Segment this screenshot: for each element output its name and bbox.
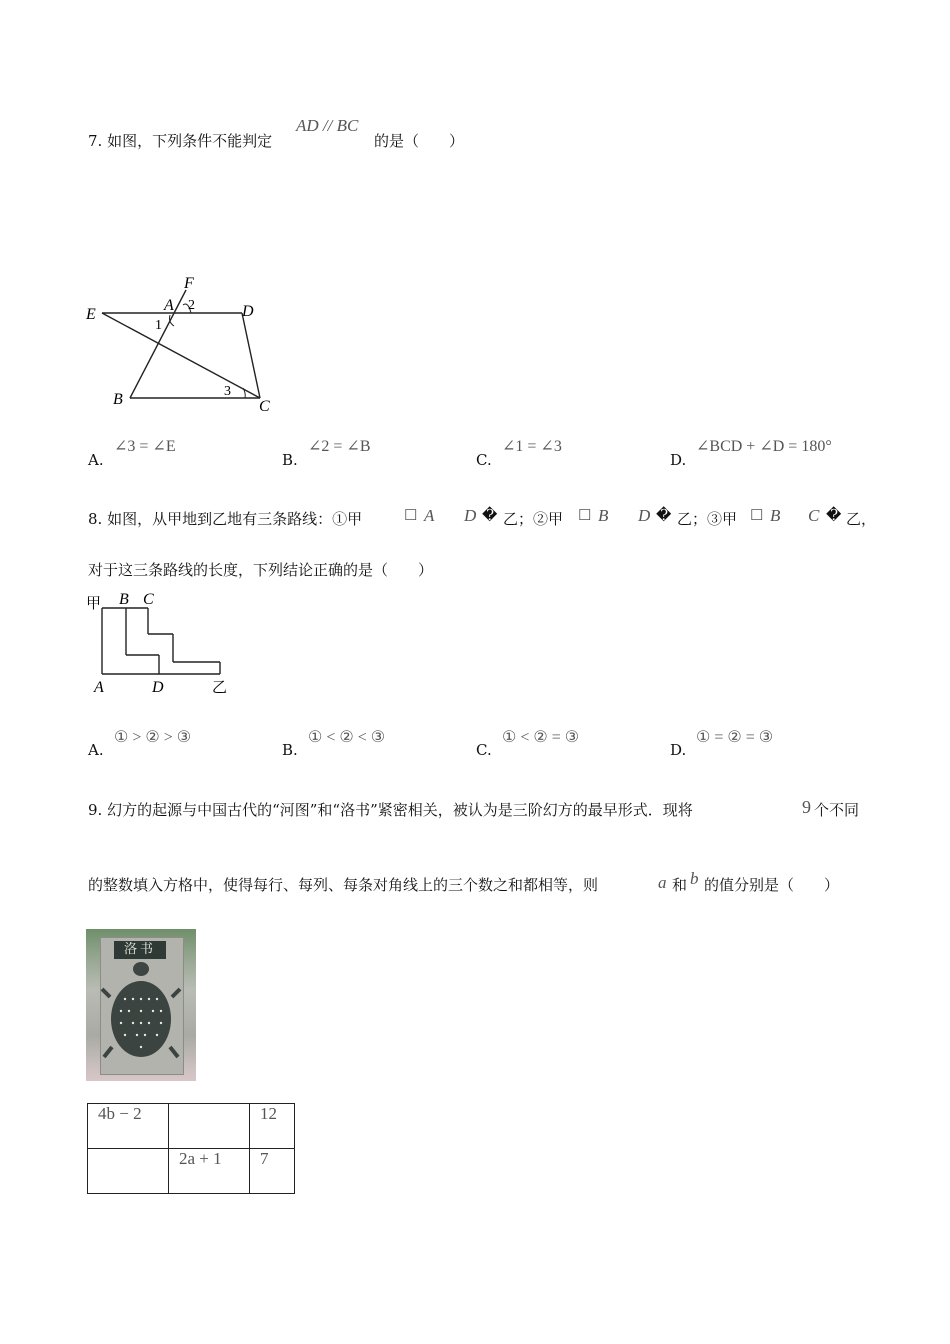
q8-stem-part-3: 乙；③甲: [677, 510, 738, 528]
q7-stem-text: 7. 如图，下列条件不能判定: [88, 132, 273, 150]
q7-option-b-letter: B.: [282, 451, 298, 469]
q7-option-c-math: ∠1 = ∠3: [502, 438, 562, 455]
label-d: D: [152, 679, 164, 696]
q8-option-a-math: ① > ② > ③: [114, 729, 192, 746]
q8-point-d-1: D: [464, 506, 477, 525]
label-c: C: [143, 591, 154, 608]
q8-option-b-math: ① < ② < ③: [308, 729, 386, 746]
q8-point-b-2: B: [770, 506, 781, 525]
q7-option-a-letter: A.: [88, 451, 104, 469]
q8-bad-glyph-3: �: [826, 506, 842, 524]
q7-option-b-math: ∠2 = ∠B: [308, 438, 371, 455]
magic-square-grid: [87, 1103, 295, 1194]
q9-line-2-and: 和: [672, 876, 688, 894]
label-angle-2: 2: [188, 298, 195, 313]
q7-stem-suffix: 的是（ ）: [374, 132, 465, 150]
grid-cell-r2c1: [88, 1149, 169, 1194]
q8-option-b-letter: B.: [282, 741, 298, 759]
table-row: [88, 1149, 295, 1194]
turtle-carving: [100, 959, 182, 1069]
q8-stem-part-2: 乙；②甲: [503, 510, 564, 528]
grid-cell-r2c3: 7: [250, 1149, 295, 1194]
q9-line-1-text: 9. 幻方的起源与中国古代的“河图”和“洛书”紧密相关，被认为是三阶幻方的最早形式．现将: [88, 801, 693, 819]
q9-line-2-suffix: 的值分别是（ ）: [704, 876, 840, 894]
q8-option-d-math: ① = ② = ③: [696, 729, 774, 746]
q7-option-d-math: ∠BCD + ∠D = 180°: [696, 438, 832, 455]
label-b: B: [113, 391, 123, 408]
q9-var-b: b: [690, 869, 699, 888]
q8-point-d-2: D: [638, 506, 651, 525]
q8-point-c: C: [808, 506, 820, 525]
q7-figure: [80, 268, 290, 418]
q8-option-d-letter: D.: [670, 741, 687, 759]
q8-box-glyph-1: ☐: [404, 506, 418, 524]
grid-cell-r1c2: [169, 1104, 250, 1149]
grid-cell-r2c2: 2a + 1: [169, 1149, 250, 1194]
q8-box-glyph-2: ☐: [578, 506, 592, 524]
label-a: A: [164, 297, 174, 314]
q9-line-2-text: 的整数填入方格中，使得每行、每列、每条对角线上的三个数之和都相等，则: [88, 876, 599, 894]
grid-cell-r1c3: 12: [250, 1104, 295, 1149]
q7-stem-math: AD // BC: [296, 116, 359, 135]
q9-line-1-suffix: 个不同: [814, 801, 860, 819]
label-a: A: [94, 679, 104, 696]
label-c: C: [259, 398, 270, 415]
label-b: B: [119, 591, 129, 608]
grid-cell-r1c1: 4b − 2: [88, 1104, 169, 1149]
q8-option-c-letter: C.: [476, 741, 492, 759]
label-e: E: [86, 306, 96, 323]
luoshu-title: 洛书: [114, 941, 166, 959]
q8-option-a-letter: A.: [88, 741, 104, 759]
q7-option-a-math: ∠3 = ∠E: [114, 438, 176, 455]
q8-point-b-1: B: [598, 506, 609, 525]
label-d: D: [242, 303, 254, 320]
q8-box-glyph-3: ☐: [750, 506, 764, 524]
label-yi: 乙: [212, 680, 228, 696]
q9-line-1-number: 9: [802, 797, 811, 817]
q8-stem-line-2: 对于这三条路线的长度，下列结论正确的是（ ）: [88, 561, 434, 579]
q8-option-c-math: ① < ② = ③: [502, 729, 580, 746]
q8-bad-glyph-2: �: [656, 506, 672, 524]
q8-bad-glyph-1: �: [482, 506, 498, 524]
q8-stem-part-1: 8. 如图，从甲地到乙地有三条路线：①甲: [88, 510, 363, 528]
label-jia: 甲: [86, 596, 102, 612]
label-f: F: [184, 275, 194, 292]
q7-option-d-letter: D.: [670, 451, 687, 469]
q8-stem-part-4: 乙，: [846, 510, 877, 528]
q8-point-a: A: [424, 506, 435, 525]
q9-var-a: a: [658, 873, 667, 892]
q7-option-c-letter: C.: [476, 451, 492, 469]
label-angle-1: 1: [155, 318, 162, 333]
luoshu-photo: [86, 929, 196, 1081]
label-angle-3: 3: [224, 384, 231, 399]
table-row: [88, 1104, 295, 1149]
q8-figure: [82, 588, 242, 698]
